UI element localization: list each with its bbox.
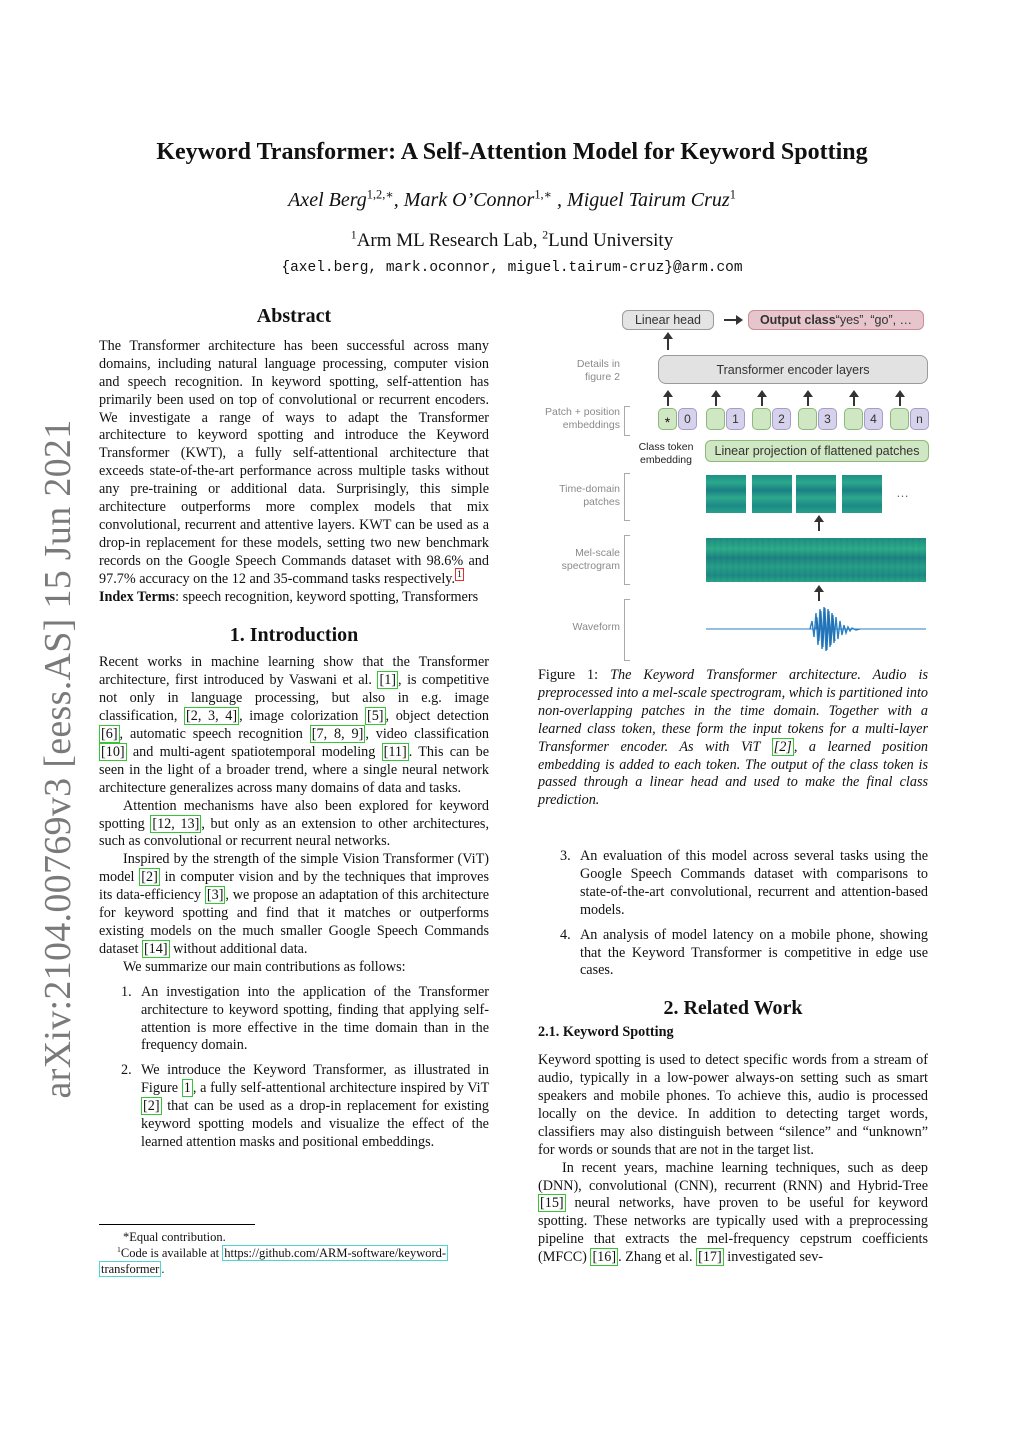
left-column	[99, 305, 490, 1159]
index-terms-label: Index Terms	[99, 588, 176, 605]
citation-link[interactable]: [17]	[698, 1249, 722, 1266]
footnotes	[99, 1229, 489, 1277]
author-list: Axel Berg$^{1,2,∗}$, Mark O’Connor$^{1,∗}$ , Miguel Tairum Cruz$^1$	[288, 187, 736, 211]
list-item	[99, 1062, 489, 1152]
list-number: 1.	[121, 983, 132, 1000]
footnote-code-cont: transformer .	[101, 1262, 165, 1276]
intro-paragraph: Attention mechanisms have also been explored for keyword spotting [12, 13] , but only as an extension to other architectures, such as convolutional or recurrent neural networks.	[99, 797, 489, 850]
time-patch-1	[706, 475, 746, 513]
patch-token	[890, 408, 909, 430]
arrow-up-icon	[667, 338, 669, 350]
list-item	[538, 848, 928, 920]
list-item	[99, 984, 489, 1056]
citation-link[interactable]: [16]	[592, 1249, 617, 1266]
list-number: 3.	[560, 848, 571, 864]
output-class-label: Output class	[759, 313, 836, 327]
keyword-spotting-heading: 2.1. Keyword Spotting	[538, 1024, 674, 1041]
patch-embeddings-label: Patch + position embeddings	[544, 406, 620, 431]
position-token: n	[910, 408, 929, 430]
citation-link[interactable]: [5]	[366, 708, 384, 725]
patch-token	[706, 408, 725, 430]
class-token-star: *	[658, 408, 677, 430]
list-text: An evaluation of this model across several tasks using the Google Speech Commands dataset with comparisons to state-of-the-art convolutional, recurrent and attention-based models.	[580, 848, 928, 918]
list-number: 4.	[560, 926, 571, 943]
arrowhead-icon	[736, 315, 743, 325]
citation-link[interactable]: [11]	[383, 743, 407, 760]
patch-token	[798, 408, 817, 430]
time-patch-4	[842, 475, 882, 513]
encoder-box: Transformer encoder layers	[658, 355, 928, 384]
class-token-label: Class token embedding	[638, 441, 694, 466]
author-name: Miguel Tairum Cruz	[567, 189, 730, 211]
figure-1-caption	[538, 667, 928, 810]
caption-label: Figure 1:	[538, 667, 611, 683]
footnote-rule	[99, 1224, 255, 1225]
list-text: An investigation into the application of the Transformer architecture to keyword spotting, finding that applying self-attention is more effective in the time domain than in the frequency domain.	[141, 983, 489, 1054]
affiliation-mark: 1	[350, 228, 357, 242]
citation-link[interactable]: [2]	[773, 738, 792, 755]
patch-ellipsis: …	[896, 485, 909, 500]
related-paragraph: In recent years, machine learning techniques, such as deep (DNN), convolutional (CNN), recurrent (RNN) and Hybrid-Tree [15] neural networks, have proven to be useful for keyword spotting. These networks are typically used with a preprocessing pipeline that extracts the mel-frequency cepstrum coefficients (MFCC) [16] . Zhang et al. [17] investigated sev-	[538, 1159, 928, 1266]
code-link[interactable]: https://github.com/ARM-software/keyword-	[224, 1246, 447, 1260]
abstract-text	[99, 338, 489, 589]
arrow-up-icon	[761, 396, 763, 406]
citation-link[interactable]: [10]	[101, 743, 125, 760]
arrow-up-icon	[667, 396, 669, 406]
author-name: Axel Berg	[288, 189, 367, 211]
arrow-up-icon	[818, 521, 820, 531]
related-paragraph: Keyword spotting is used to detect specific words from a stream of audio, typically in a low-power always-on setting such as smart speakers and mobile phones. To achieve this, audio is processed locally on the device. In addition to detecting target words, classifiers may also distinguish between “silence” and “unknown” for words or sounds that are not in the target list.	[538, 1052, 928, 1158]
mel-spectrogram-label: Mel-scale spectrogram	[561, 547, 620, 572]
output-class-box	[748, 310, 924, 330]
citation-link[interactable]: [15]	[540, 1195, 564, 1212]
affiliation-text: Arm ML Research Lab,	[356, 230, 543, 251]
time-patches-label: Time-domain patches	[559, 483, 620, 508]
caption-text: The Keyword Transformer architecture. Audio is preprocessed into a mel-scale spectrogram, which is partitioned into non-overlapping patches in the time domain. Together with a learned class token, these form the input tokens for a multi-layer Transformer encoder. As with ViT [2] , a learned position embedding is added to each token. The output of the class token is passed through a linear head and used to make the final class prediction.	[538, 667, 929, 809]
footnote-equal: *Equal contribution.	[123, 1230, 226, 1244]
arrow-up-icon	[899, 396, 901, 406]
affiliations	[0, 230, 1024, 252]
footnote-ref[interactable]: 1	[457, 568, 462, 580]
arrow-up-icon	[715, 396, 717, 406]
arrow-up-icon	[818, 591, 820, 601]
citation-link[interactable]: [7, 8, 9]	[311, 726, 364, 743]
list-item	[538, 927, 928, 981]
author-affiliation-mark: 1,2,∗	[366, 187, 394, 202]
list-number: 2.	[121, 1062, 132, 1079]
intro-paragraph: Recent works in machine learning show that the Transformer architecture, first introduced by Vaswani et al. [1] , is competitive not only in language processing, but also in e.g. image classification, [2, 3, 4] , image colorization [5] , object detection [6] , automatic speech recognition [7, 8, 9] , video classification [10] and multi-agent spatiotemporal modeling [11] . This can be seen in the light of a broader trend, where a single neural network architecture generalizes across many domains of data and tasks.	[99, 654, 490, 796]
bracket	[624, 406, 630, 436]
index-terms	[99, 589, 489, 607]
paper-title: Keyword Transformer: A Self-Attention Model for Keyword Spotting	[156, 139, 868, 165]
position-token: 4	[864, 408, 883, 430]
author-affiliation-mark: 1,∗	[534, 187, 553, 202]
bracket	[624, 535, 630, 585]
citation-link[interactable]: [6]	[101, 726, 118, 743]
abstract-heading: Abstract	[256, 305, 332, 327]
patch-token	[844, 408, 863, 430]
citation-link[interactable]: [12, 13]	[152, 815, 200, 832]
footnote-mark: 1	[117, 1244, 121, 1254]
output-class-examples: “yes”, “go”, …	[835, 313, 913, 327]
list-text: We introduce the Keyword Transformer, as illustrated in Figure 1 , a fully self-attentional architecture inspired by ViT [2] that can be used as a drop-in replacement for existing keyword spotting models and visualize the effect of the learned attention masks and positional embeddings.	[141, 1062, 490, 1150]
arxiv-sidebar-id: arXiv:2104.00769v3 [eess.AS] 15 Jun 2021	[37, 419, 79, 1099]
intro-heading: 1. Introduction	[229, 623, 359, 646]
intro-paragraph: We summarize our main contributions as follows:	[123, 958, 406, 975]
time-patch-3	[796, 475, 836, 513]
waveform-image	[706, 603, 926, 653]
time-patch-2	[752, 475, 792, 513]
patch-token	[752, 408, 771, 430]
linear-projection-box: Linear projection of flattened patches	[705, 440, 929, 462]
citation-link[interactable]: [2]	[141, 869, 158, 886]
linear-head-box: Linear head	[622, 310, 714, 330]
right-column	[538, 848, 928, 1267]
author-name: Mark O’Connor	[403, 189, 535, 211]
list-text: An analysis of model latency on a mobile phone, showing that the Keyword Transformer is competitive in edge use cases.	[580, 926, 928, 979]
waveform-label: Waveform	[572, 621, 620, 633]
author-emails: {axel.berg, mark.oconnor, miguel.tairum-cruz}@arm.com	[281, 260, 743, 276]
mel-spectrogram-image	[706, 538, 926, 582]
intro-paragraph: Inspired by the strength of the simple Vision Transformer (ViT) model [2] in computer vision and by the techniques that improves its data-efficiency [3] , we propose an adaptation of this architecture for keyword spotting and find that it matches or outperforms existing models on the much smaller Google Speech Commands dataset [14] without additional data.	[99, 851, 489, 957]
index-terms-text: : speech recognition, keyword spotting, Transformers	[175, 588, 479, 605]
position-token: 0	[678, 408, 697, 430]
footnote-text: Code is available at	[120, 1246, 223, 1260]
related-work-heading: 2. Related Work	[663, 997, 803, 1020]
citation-link[interactable]: [1]	[379, 672, 397, 689]
affiliation-mark: 2	[542, 228, 549, 242]
bracket	[624, 473, 630, 521]
details-label: Details in figure 2	[576, 358, 620, 383]
arrow-up-icon	[853, 396, 855, 406]
abstract-body: The Transformer architecture has been successful across many domains, including natural language processing, computer vision and speech recognition. In keyword spotting, self-attention has primarily been used on top of convolutional or recurrent encoders. We investigate a range of ways to adapt the Transformer architecture to keyword spotting and introduce the Keyword Transformer (KWT), a fully self-attentional architecture that exceeds state-of-the-art performance across multiple tasks without any pre-training or additional data. Surprisingly, this simple architecture outperforms more complex models that mix convolutional, recurrent and attentive layers. KWT can be used as a drop-in replacement for these models, setting two new benchmark records on the Google Speech Commands dataset with 98.6% and 97.7% accuracy on the 12 and 35-command tasks respectively.	[99, 337, 489, 587]
arrow-up-icon	[807, 396, 809, 406]
bracket	[624, 599, 630, 661]
footnote-code	[99, 1245, 489, 1261]
figure-ref-link[interactable]: 1	[183, 1080, 191, 1097]
position-token: 2	[772, 408, 791, 430]
affiliation-text: Lund University	[548, 230, 674, 251]
citation-link[interactable]: [14]	[143, 940, 168, 957]
citation-link[interactable]: [2, 3, 4]	[186, 708, 238, 725]
citation-link[interactable]: [3]	[206, 887, 224, 904]
position-token: 3	[818, 408, 837, 430]
code-link[interactable]: transformer	[101, 1262, 160, 1276]
figure-1-diagram	[538, 300, 930, 660]
author-affiliation-mark: 1	[729, 187, 736, 202]
citation-link[interactable]: [2]	[143, 1098, 160, 1115]
position-token: 1	[726, 408, 745, 430]
